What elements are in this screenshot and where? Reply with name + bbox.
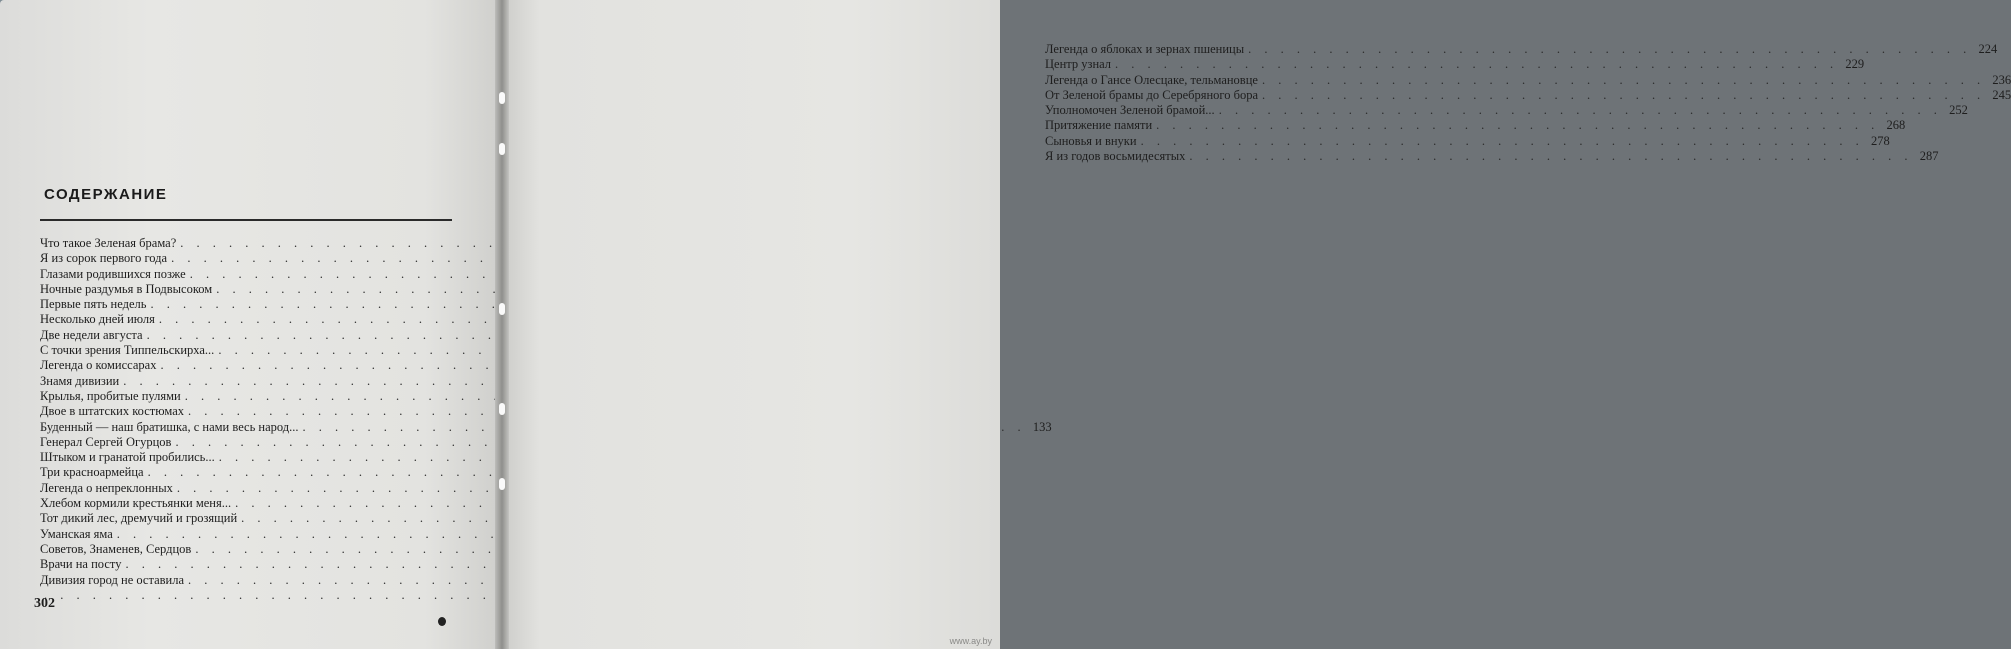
dot-leader — [1115, 57, 1838, 72]
toc-entry — [40, 465, 452, 480]
toc-entry-title: От Зеленой брамы до Серебряного бора — [1045, 87, 1259, 102]
toc-entry — [40, 527, 452, 542]
toc-entry — [40, 343, 452, 358]
toc-entry — [40, 297, 452, 312]
toc-entry-title: Легенда о яблоках и зернах пшеницы — [1045, 42, 1245, 56]
toc-entry — [40, 542, 452, 557]
binding-stitch — [499, 92, 505, 104]
toc-entry — [1045, 87, 2011, 103]
toc-entry — [40, 358, 452, 373]
toc-entry-title: Врачи на посту — [40, 557, 122, 572]
toc-entry — [40, 419, 1052, 435]
contents-heading: СОДЕРЖАНИЕ — [44, 186, 168, 203]
toc-entry — [40, 251, 452, 266]
toc-entry-page: 224 — [1978, 42, 1998, 56]
binding-stitch — [499, 478, 505, 490]
toc-entry-title: Легенда о непреклонных — [40, 480, 173, 495]
toc-entry — [40, 450, 452, 465]
toc-entry — [1045, 103, 1968, 118]
dot-leader — [1248, 42, 1971, 57]
binding-stitch — [499, 303, 505, 315]
heading-rule — [40, 219, 452, 221]
dot-leader — [1262, 88, 1985, 103]
toc-entry — [1045, 57, 1865, 72]
toc-entry-title: Двое в штатских костюмах — [40, 404, 185, 419]
toc-entry-title: Ночные раздумья в Подвысоком — [40, 281, 213, 296]
toc-entry — [1045, 118, 1906, 133]
binding-stitch — [499, 403, 505, 415]
toc-entry-title: Я из сорок первого года — [40, 251, 168, 266]
toc-entry — [1045, 42, 1998, 57]
toc-entry-title: С точки зрения Типпельскирха... — [40, 343, 215, 358]
toc-entry-title: Советов, Знаменев, Сердцов — [40, 541, 192, 556]
toc-entry — [40, 282, 452, 297]
toc-entry-page: 287 — [1919, 149, 1939, 164]
toc-entry-title: Сыновья и внуки — [1045, 133, 1137, 148]
toc-entry-title: Хлебом кормили крестьянки меня... — [40, 496, 232, 511]
toc-entry-title: Уполномочен Зеленой брамой... — [1045, 103, 1215, 118]
toc-entry-title: Дивизия город не оставила — [40, 572, 185, 587]
toc-entry — [40, 557, 452, 572]
toc-entry-title: Я из годов восьмидесятых — [1045, 149, 1186, 164]
toc-entry — [40, 236, 452, 251]
page-number: 302 — [34, 596, 55, 611]
toc-entry-page: 133 — [1032, 419, 1052, 434]
toc-entry-title: Уманская яма — [40, 526, 113, 541]
toc-entry-page: 278 — [1870, 133, 1890, 148]
toc-entry — [40, 312, 452, 327]
toc-list-right — [1045, 42, 2011, 164]
toc-entry — [40, 511, 452, 526]
toc-entry-page: 245 — [1992, 87, 2011, 102]
toc-entry-title: Легенда о Гансе Олесцаке, тельмановце — [1045, 72, 1258, 87]
toc-entry — [1045, 72, 2011, 88]
toc-entry — [40, 389, 452, 404]
dot-leader — [1219, 103, 1942, 118]
dot-leader — [1189, 149, 1912, 164]
toc-entry-title: Несколько дней июля — [40, 312, 155, 327]
toc-entry — [40, 481, 452, 496]
toc-entry-page: 229 — [1845, 57, 1865, 72]
toc-entry-title: Знамя дивизии — [40, 373, 120, 388]
toc-entry-title: Центр узнал — [1045, 57, 1112, 72]
dot-leader — [1262, 73, 1985, 88]
toc-entry-title: Что такое Зеленая брама? — [40, 236, 177, 250]
toc-entry-page: 252 — [1949, 103, 1968, 118]
toc-entry — [1045, 149, 1939, 164]
toc-entry — [40, 435, 452, 450]
binding-stitch — [499, 143, 505, 155]
toc-entry-title: Три красноармейца — [40, 465, 144, 480]
dot-leader — [1141, 134, 1864, 149]
toc-entry-title: Две недели августа — [40, 327, 143, 342]
toc-entry — [40, 328, 452, 343]
toc-entry-title: Генерал Сергей Огурцов — [40, 434, 172, 449]
toc-entry-title: Тот дикий лес, дремучий и грозящий — [40, 511, 238, 526]
toc-entry-title: Крылья, пробитые пулями — [40, 388, 181, 403]
toc-entry — [40, 374, 452, 389]
toc-entry — [40, 573, 452, 588]
watermark: www.ay.by — [949, 636, 992, 646]
toc-entry-title: Легенда о комиссарах — [40, 358, 157, 373]
ink-smudge — [438, 617, 446, 626]
toc-entry — [40, 588, 452, 603]
toc-list-left — [40, 236, 1052, 603]
dot-leader — [1156, 118, 1879, 133]
toc-entry-page: 268 — [1886, 118, 1906, 133]
toc-entry-title: Притяжение памяти — [1045, 118, 1153, 133]
toc-entry — [40, 267, 452, 282]
toc-entry-title: Штыком и гранатой пробились... — [40, 450, 215, 465]
toc-entry-title: Буденный — наш братишка, с нами весь народ... — [40, 419, 299, 434]
toc-entry-title: Первые пять недель — [40, 297, 147, 312]
toc-entry — [40, 496, 452, 511]
toc-entry-page: 236 — [1992, 72, 2011, 87]
toc-entry-title: Глазами родившихся позже — [40, 266, 186, 281]
toc-entry — [1045, 133, 1890, 149]
toc-entry — [40, 404, 452, 419]
